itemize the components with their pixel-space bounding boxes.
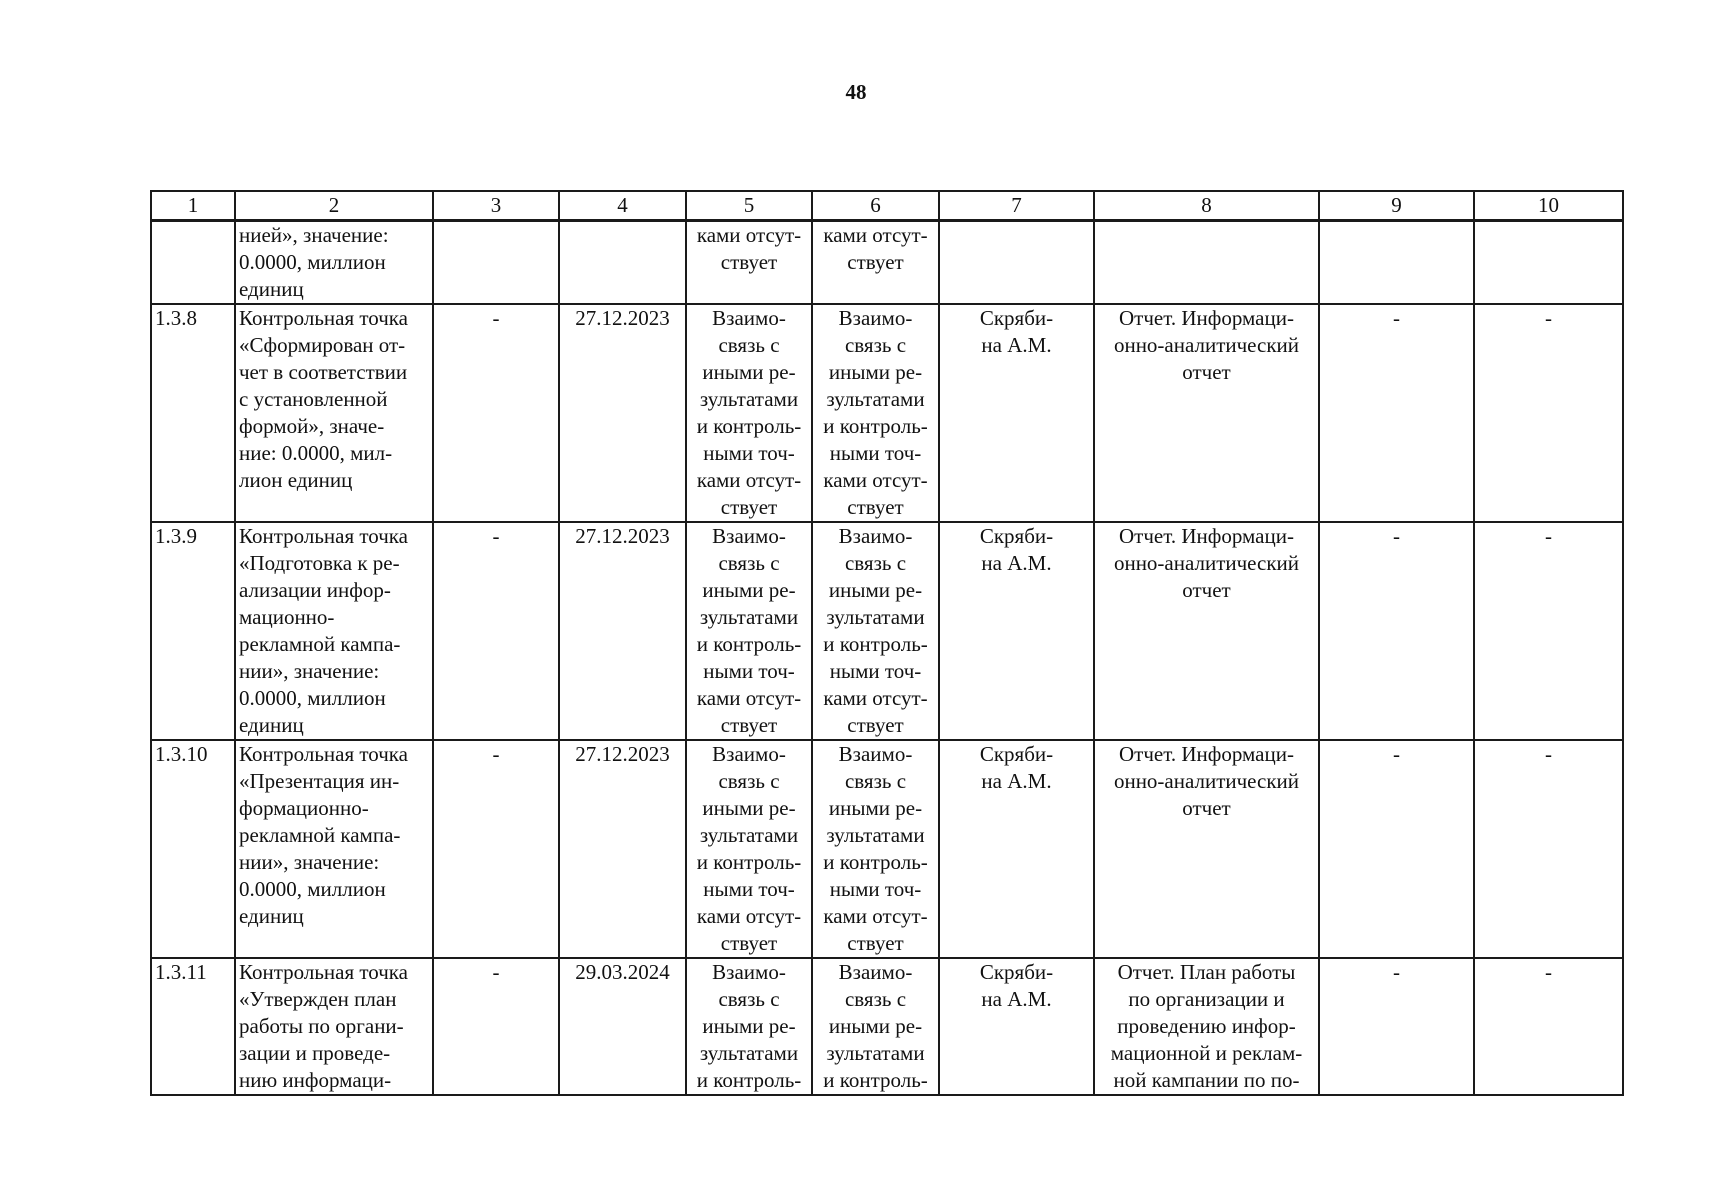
column-header-5: 5: [686, 191, 812, 221]
row-date-text: 27.12.2023: [575, 524, 670, 548]
column-header-10: 10: [1474, 191, 1623, 221]
column-header-8: 8: [1094, 191, 1319, 221]
row-col5-text: ками отсут- ствует: [696, 223, 802, 274]
row-name-text: Контрольная точка «Утвержден план работы по органи- зации и проведе- нию информаци-: [239, 960, 409, 1092]
row-col5: [686, 304, 812, 522]
column-header-2: 2: [235, 191, 433, 221]
row-col3: [433, 958, 559, 1095]
row-col6-text: Взаимо- связь с иными ре- зультатами и контроль- ными точ- ками отсут- ствует: [823, 742, 928, 955]
row-number: [151, 522, 235, 740]
row-responsible-text: Скряби- на А.М.: [979, 960, 1054, 1011]
row-col6: [812, 740, 939, 958]
table-row-1-3-9: [151, 522, 1623, 740]
row-col9-text: -: [1393, 960, 1400, 984]
row-col5: [686, 958, 812, 1095]
row-responsible: [939, 304, 1094, 522]
row-result: [1094, 958, 1319, 1095]
row-responsible: [939, 740, 1094, 958]
row-date: [559, 304, 686, 522]
row-col5-text: Взаимо- связь с иными ре- зультатами и контроль- ными точ- ками отсут- ствует: [696, 742, 802, 955]
row-number-text: 1.3.10: [155, 742, 208, 766]
row-col10-text: -: [1545, 960, 1552, 984]
row-date: [559, 958, 686, 1095]
table-row-1-3-8: [151, 304, 1623, 522]
row-col5: [686, 221, 812, 305]
row-date: [559, 740, 686, 958]
row-col6: [812, 304, 939, 522]
table-row-1-3-10: [151, 740, 1623, 958]
row-col3: [433, 304, 559, 522]
row-col10: [1474, 304, 1623, 522]
page-number: 48: [845, 80, 867, 104]
row-col10-text: -: [1545, 306, 1552, 330]
row-col3-text: -: [492, 524, 500, 548]
row-col6-text: Взаимо- связь с иными ре- зультатами и контроль-: [823, 960, 928, 1092]
row-col10: [1474, 221, 1623, 305]
row-number: [151, 304, 235, 522]
row-date: [559, 522, 686, 740]
row-col6: [812, 522, 939, 740]
row-col9-text: -: [1393, 742, 1400, 766]
row-col5: [686, 740, 812, 958]
column-header-7: 7: [939, 191, 1094, 221]
row-col10: [1474, 958, 1623, 1095]
row-responsible: [939, 958, 1094, 1095]
row-result-text: Отчет. Информаци- онно-аналитический отчет: [1113, 524, 1300, 602]
row-name-text: Контрольная точка «Подготовка к ре- ализации инфор- мационно- рекламной кампа- нии», значение: 0.0000, миллион единиц: [239, 524, 409, 737]
row-number: [151, 740, 235, 958]
column-header-4: 4: [559, 191, 686, 221]
row-result: [1094, 522, 1319, 740]
row-col3-text: -: [492, 960, 500, 984]
row-responsible: [939, 522, 1094, 740]
row-result-text: Отчет. Информаци- онно-аналитический отчет: [1113, 742, 1300, 820]
row-name-text: Контрольная точка «Презентация ин- формационно- рекламной кампа- нии», значение: 0.0000, миллион единиц: [239, 742, 409, 928]
row-date-text: 27.12.2023: [575, 306, 670, 330]
row-col10: [1474, 740, 1623, 958]
row-result: [1094, 304, 1319, 522]
row-name: [235, 740, 433, 958]
row-col6-text: ками отсут- ствует: [823, 223, 928, 274]
row-responsible: [939, 221, 1094, 305]
row-col6-text: Взаимо- связь с иными ре- зультатами и контроль- ными точ- ками отсут- ствует: [823, 524, 928, 737]
row-result-text: Отчет. План работы по организации и проведению инфор- мационной и реклам- ной кампании по по-: [1110, 960, 1303, 1092]
row-col9: [1319, 522, 1474, 740]
row-name-text: нией», значение: 0.0000, миллион единиц: [239, 223, 389, 301]
row-col6: [812, 221, 939, 305]
row-result-text: Отчет. Информаци- онно-аналитический отчет: [1113, 306, 1300, 384]
table-row-1-3-11: [151, 958, 1623, 1095]
row-col5-text: Взаимо- связь с иными ре- зультатами и контроль- ными точ- ками отсут- ствует: [696, 306, 802, 519]
row-col9: [1319, 958, 1474, 1095]
column-header-9: 9: [1319, 191, 1474, 221]
row-col9-text: -: [1393, 524, 1400, 548]
row-number-text: 1.3.11: [155, 960, 207, 984]
row-result: [1094, 740, 1319, 958]
row-responsible-text: Скряби- на А.М.: [979, 306, 1054, 357]
row-col10-text: -: [1545, 524, 1552, 548]
row-number-text: 1.3.8: [155, 306, 197, 330]
row-col6-text: Взаимо- связь с иными ре- зультатами и контроль- ными точ- ками отсут- ствует: [823, 306, 928, 519]
row-col3-text: -: [492, 742, 500, 766]
table-row-continuation: [151, 221, 1623, 305]
row-col3-text: -: [492, 306, 500, 330]
row-responsible-text: Скряби- на А.М.: [979, 742, 1054, 793]
column-header-6: 6: [812, 191, 939, 221]
row-col10: [1474, 522, 1623, 740]
row-col6: [812, 958, 939, 1095]
row-name: [235, 522, 433, 740]
row-col3: [433, 522, 559, 740]
row-number-text: 1.3.9: [155, 524, 197, 548]
column-header-3: 3: [433, 191, 559, 221]
row-number: [151, 221, 235, 305]
column-header-1: 1: [151, 191, 235, 221]
row-col9-text: -: [1393, 306, 1400, 330]
row-name: [235, 221, 433, 305]
row-col5-text: Взаимо- связь с иными ре- зультатами и контроль- ными точ- ками отсут- ствует: [696, 524, 802, 737]
column-number-row: [151, 191, 1623, 221]
row-responsible-text: Скряби- на А.М.: [979, 524, 1054, 575]
row-name: [235, 304, 433, 522]
row-name-text: Контрольная точка «Сформирован от- чет в соответствии с установленной формой», значе- ние: 0.0000, мил- лион единиц: [239, 306, 409, 492]
row-date-text: 27.12.2023: [575, 742, 670, 766]
plan-table: [150, 190, 1624, 1096]
row-date-text: 29.03.2024: [575, 960, 670, 984]
row-col10-text: -: [1545, 742, 1552, 766]
row-col3: [433, 221, 559, 305]
row-result: [1094, 221, 1319, 305]
row-col5-text: Взаимо- связь с иными ре- зультатами и контроль-: [696, 960, 802, 1092]
row-number: [151, 958, 235, 1095]
row-col9: [1319, 304, 1474, 522]
row-col9: [1319, 740, 1474, 958]
row-name: [235, 958, 433, 1095]
row-col3: [433, 740, 559, 958]
row-date: [559, 221, 686, 305]
row-col9: [1319, 221, 1474, 305]
row-col5: [686, 522, 812, 740]
